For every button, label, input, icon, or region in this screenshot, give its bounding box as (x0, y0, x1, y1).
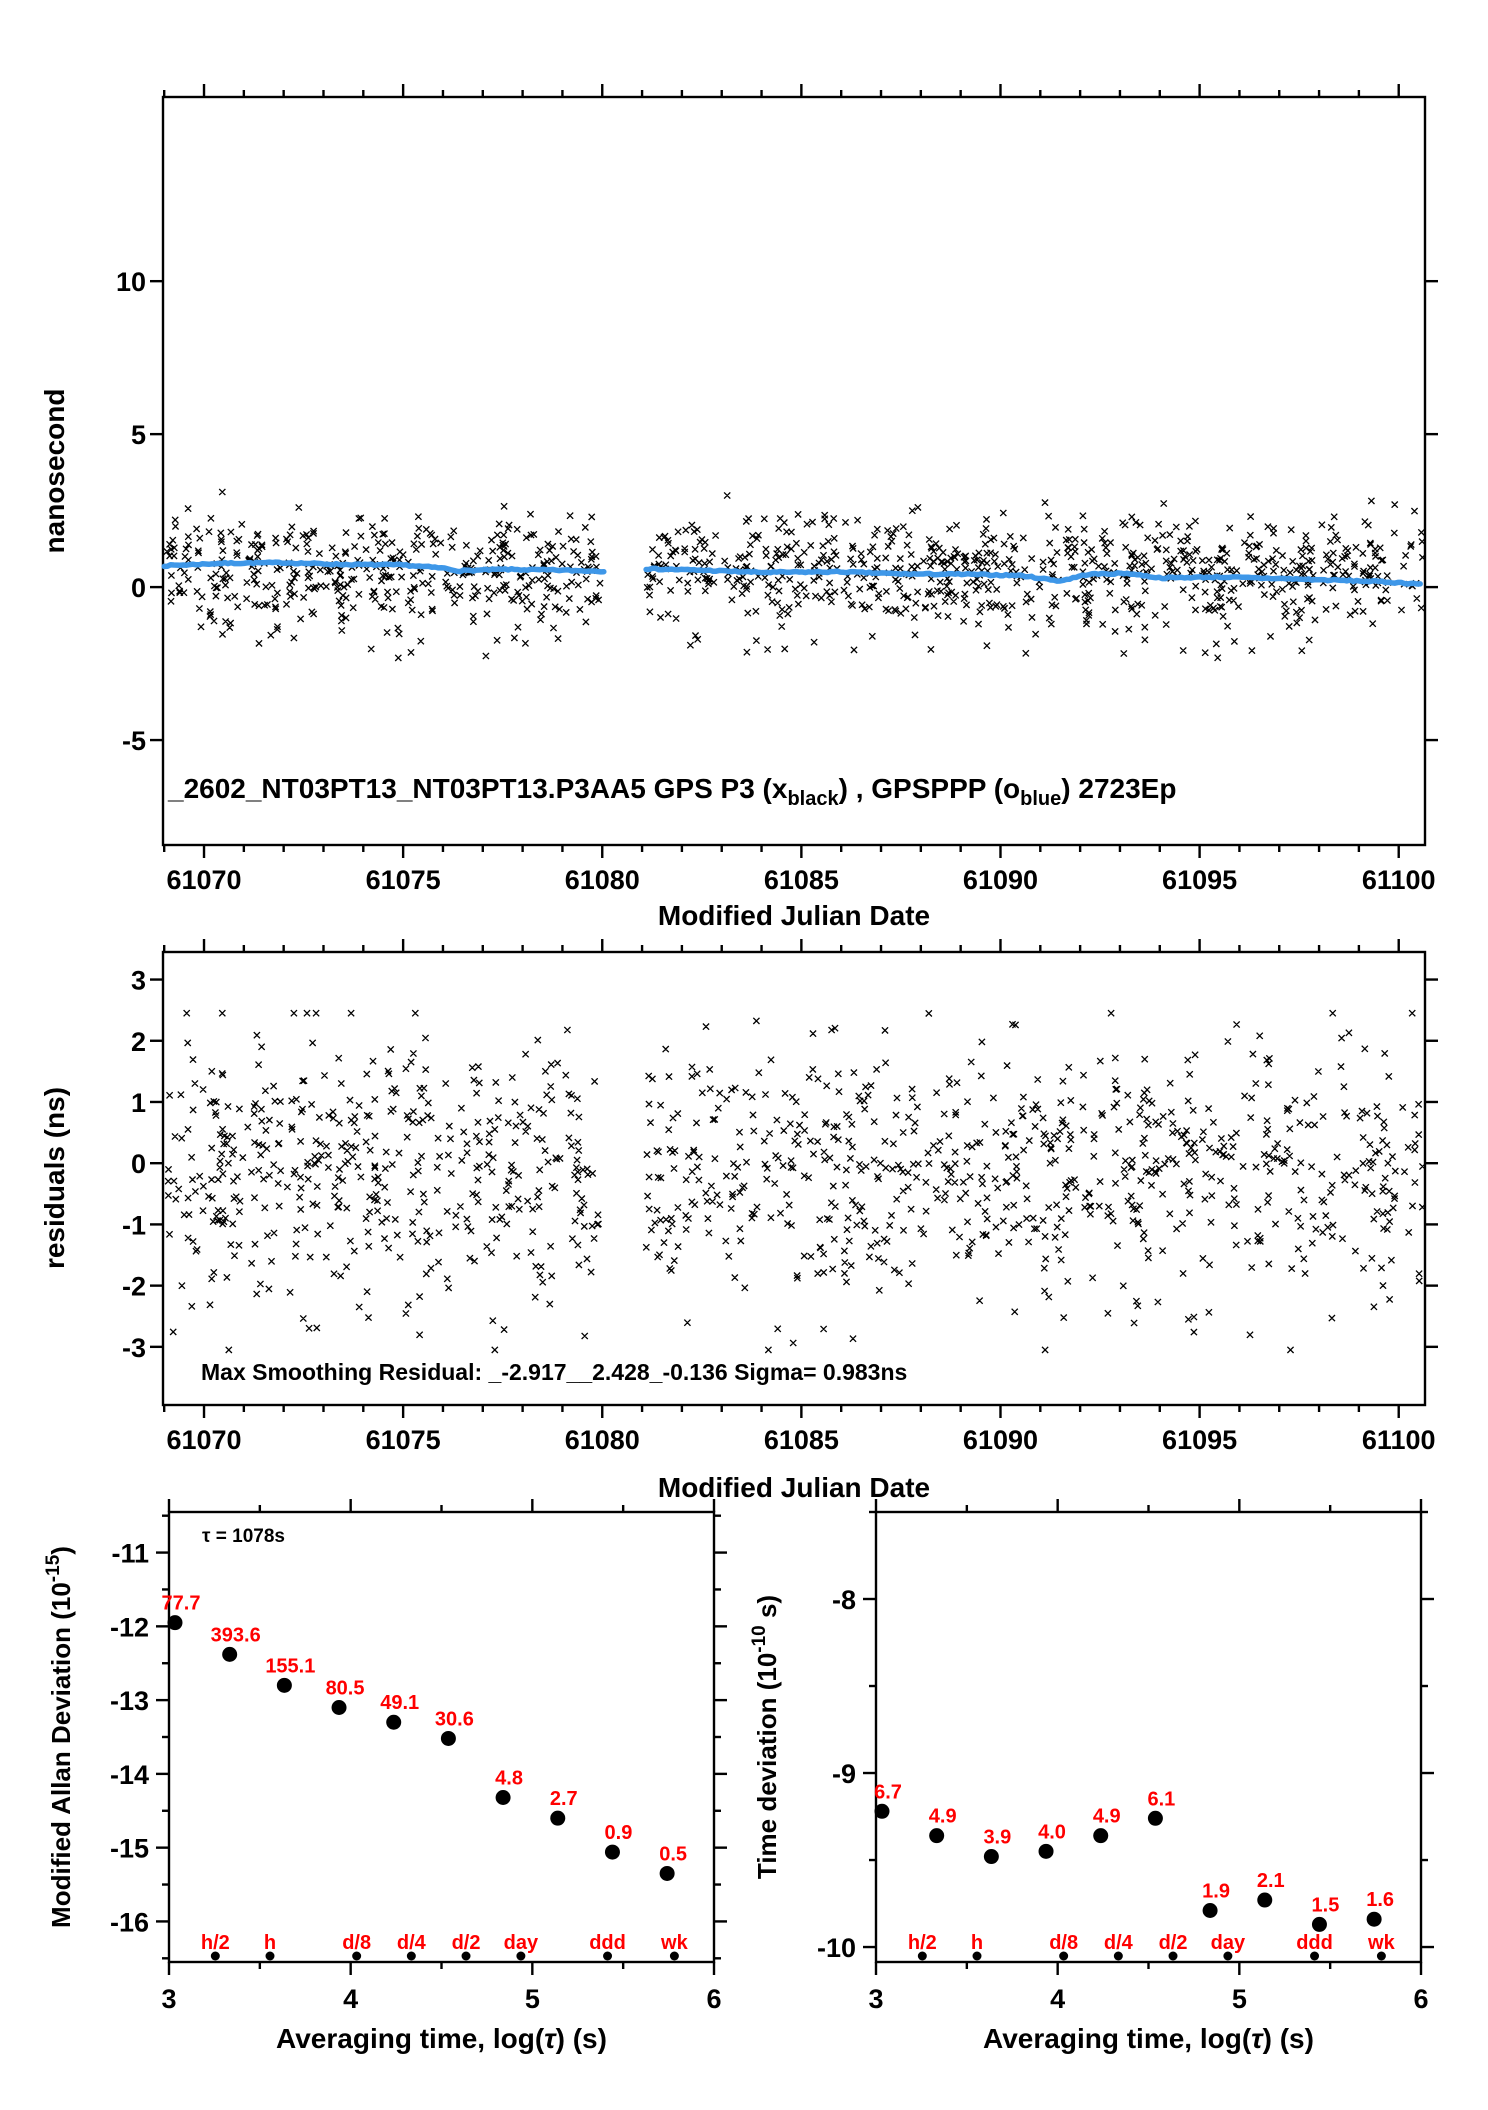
x-tick-label: 3 (161, 1984, 177, 2014)
tau-interval-label: d/4 (1103, 1932, 1133, 1954)
tau-interval-label: h (970, 1932, 984, 1954)
y-tick-label: -1 (121, 1210, 146, 1241)
deviation-value-label: 6.7 (874, 1781, 902, 1804)
y-tick-label: 1 (130, 1087, 146, 1118)
y-tick-label: -2 (121, 1271, 146, 1302)
x-tick-label: 61100 (1361, 1425, 1436, 1455)
plot-annotation: τ = 1078s (202, 1526, 285, 1547)
x-tick-label: 61070 (166, 1425, 242, 1455)
deviation-point (1039, 1844, 1054, 1859)
tau-interval-label: ddd (1296, 1932, 1333, 1954)
deviation-value-label: 1.9 (1202, 1880, 1230, 1903)
deviation-value-label: 1.6 (1366, 1889, 1395, 1912)
deviation-point (984, 1849, 999, 1864)
y-tick-label: 10 (115, 267, 146, 298)
deviation-value-label: 80.5 (325, 1677, 365, 1700)
x-axis-label: Modified Julian Date (657, 900, 931, 931)
deviation-point (1257, 1893, 1272, 1908)
x-tick-label: 6 (1413, 1984, 1429, 2014)
plot-annotation: Max Smoothing Residual: _-2.917__2.428_-0.136 Sigma= 0.983ns (201, 1359, 908, 1385)
deviation-point (1312, 1917, 1327, 1932)
deviation-point (1367, 1912, 1382, 1927)
deviation-point (167, 1615, 182, 1630)
deviation-value-label: 0.5 (659, 1843, 688, 1866)
x-tick-label: 61075 (365, 865, 441, 895)
deviation-value-label: 1.5 (1311, 1894, 1340, 1917)
y-axis-label: Time deviation ($10^{-10}$ s) (749, 1594, 782, 1880)
tau-interval-label: d/8 (342, 1932, 372, 1954)
deviation-point (1203, 1903, 1218, 1918)
y-axis-label: residuals (ns) (39, 1086, 70, 1270)
deviation-point (874, 1804, 889, 1819)
tau-interval-label: d/2 (1158, 1932, 1188, 1954)
deviation-value-label: 2.7 (549, 1788, 578, 1811)
deviation-point (386, 1715, 401, 1730)
tau-interval-label: h/2 (907, 1932, 937, 1954)
deviation-value-label: 4.9 (928, 1805, 957, 1828)
x-axis-label: Averaging time, log(τ) (s) (983, 2023, 1314, 2054)
deviation-value-label: 30.6 (434, 1708, 474, 1731)
x-tick-label: 61095 (1162, 865, 1238, 895)
x-tick-label: 61080 (564, 1425, 640, 1455)
tau-interval-label: wk (1368, 1932, 1395, 1954)
gpsppp-smoothed-line (164, 562, 604, 572)
x-tick-label: 6 (706, 1984, 722, 2014)
panel-tdev-panel (749, 1499, 1434, 2054)
y-tick-label: 3 (130, 965, 146, 996)
x-tick-label: 5 (524, 1984, 540, 2014)
deviation-value-label: 2.1 (1256, 1870, 1285, 1893)
x-tick-label: 61080 (564, 865, 640, 895)
tau-interval-label: d/2 (451, 1932, 481, 1954)
x-tick-label: 61095 (1162, 1425, 1238, 1455)
deviation-point (660, 1866, 675, 1881)
deviation-point (1093, 1828, 1108, 1843)
deviation-point (496, 1790, 511, 1805)
x-tick-label: 3 (868, 1984, 884, 2014)
plot-title: _2602_NT03PT13_NT03PT13.P3AA5 GPS P3 $(x_{black})$ , GPSPPP $(o_{blue})$ 2723Ep (168, 773, 1177, 810)
x-tick-label: 61090 (962, 865, 1039, 895)
deviation-value-label: 4.9 (1092, 1805, 1121, 1828)
tau-interval-label: day (1210, 1932, 1246, 1954)
tau-interval-label: ddd (589, 1932, 626, 1954)
y-tick-label: 0 (130, 1149, 146, 1180)
x-tick-label: 5 (1231, 1984, 1247, 2014)
deviation-value-label: 393.6 (210, 1624, 261, 1647)
deviation-point (332, 1700, 347, 1715)
y-tick-label: -8 (831, 1585, 856, 1616)
panel-mdev-panel (43, 1499, 727, 2054)
y-tick-label: 0 (130, 573, 146, 604)
tau-interval-label: d/4 (396, 1932, 426, 1954)
y-axis-label: Modified Allan Deviation $(10^{-15})$ (43, 1546, 76, 1928)
x-tick-label: 61085 (763, 1425, 839, 1455)
y-axis-label: nanosecond (39, 388, 70, 554)
y-tick-label: -3 (121, 1332, 146, 1363)
scatter-x-markers (165, 1010, 1426, 1353)
axes-box (163, 97, 1425, 845)
tau-interval-label: h/2 (200, 1932, 230, 1954)
x-tick-label: 61090 (962, 1425, 1039, 1455)
deviation-value-label: 3.9 (983, 1826, 1012, 1849)
panel-residuals-panel (39, 939, 1438, 1503)
deviation-value-label: 6.1 (1147, 1788, 1176, 1811)
deviation-value-label: 155.1 (265, 1655, 316, 1678)
y-tick-label: -10 (816, 1933, 856, 1964)
deviation-point (929, 1828, 944, 1843)
deviation-point (550, 1811, 565, 1826)
deviation-value-label: 0.9 (604, 1822, 633, 1845)
y-tick-label: -12 (109, 1612, 149, 1643)
x-axis-label: Modified Julian Date (657, 1472, 931, 1503)
y-tick-label: -13 (109, 1686, 149, 1717)
x-tick-label: 4 (343, 1984, 359, 2014)
deviation-value-label: 4.8 (495, 1767, 523, 1790)
y-tick-label: 5 (130, 420, 146, 451)
deviation-point (1148, 1811, 1163, 1826)
panel-gps-p3-panel (39, 84, 1438, 931)
y-tick-label: 2 (130, 1026, 146, 1057)
tau-interval-label: h (263, 1932, 277, 1954)
deviation-point (441, 1731, 456, 1746)
x-tick-label: 61070 (166, 865, 242, 895)
x-axis-label: Averaging time, log(τ) (s) (276, 2023, 607, 2054)
x-tick-label: 4 (1050, 1984, 1066, 2014)
y-tick-label: -9 (831, 1759, 856, 1790)
y-tick-label: -5 (121, 726, 146, 757)
tau-interval-label: d/8 (1049, 1932, 1079, 1954)
deviation-value-label: 4.0 (1038, 1821, 1066, 1844)
deviation-value-label: 49.1 (380, 1692, 420, 1715)
tau-interval-label: wk (661, 1932, 688, 1954)
tau-interval-label: day (503, 1932, 539, 1954)
y-tick-label: -16 (109, 1907, 149, 1938)
y-tick-label: -14 (109, 1759, 149, 1790)
deviation-value-label: 77.7 (161, 1592, 201, 1615)
y-tick-label: -11 (111, 1538, 149, 1569)
deviation-point (605, 1845, 620, 1860)
x-tick-label: 61100 (1361, 865, 1436, 895)
axes-box (163, 952, 1425, 1405)
x-tick-label: 61085 (763, 865, 839, 895)
x-tick-label: 61075 (365, 1425, 441, 1455)
y-tick-label: -15 (109, 1833, 149, 1864)
deviation-point (277, 1678, 292, 1693)
deviation-point (222, 1647, 237, 1662)
